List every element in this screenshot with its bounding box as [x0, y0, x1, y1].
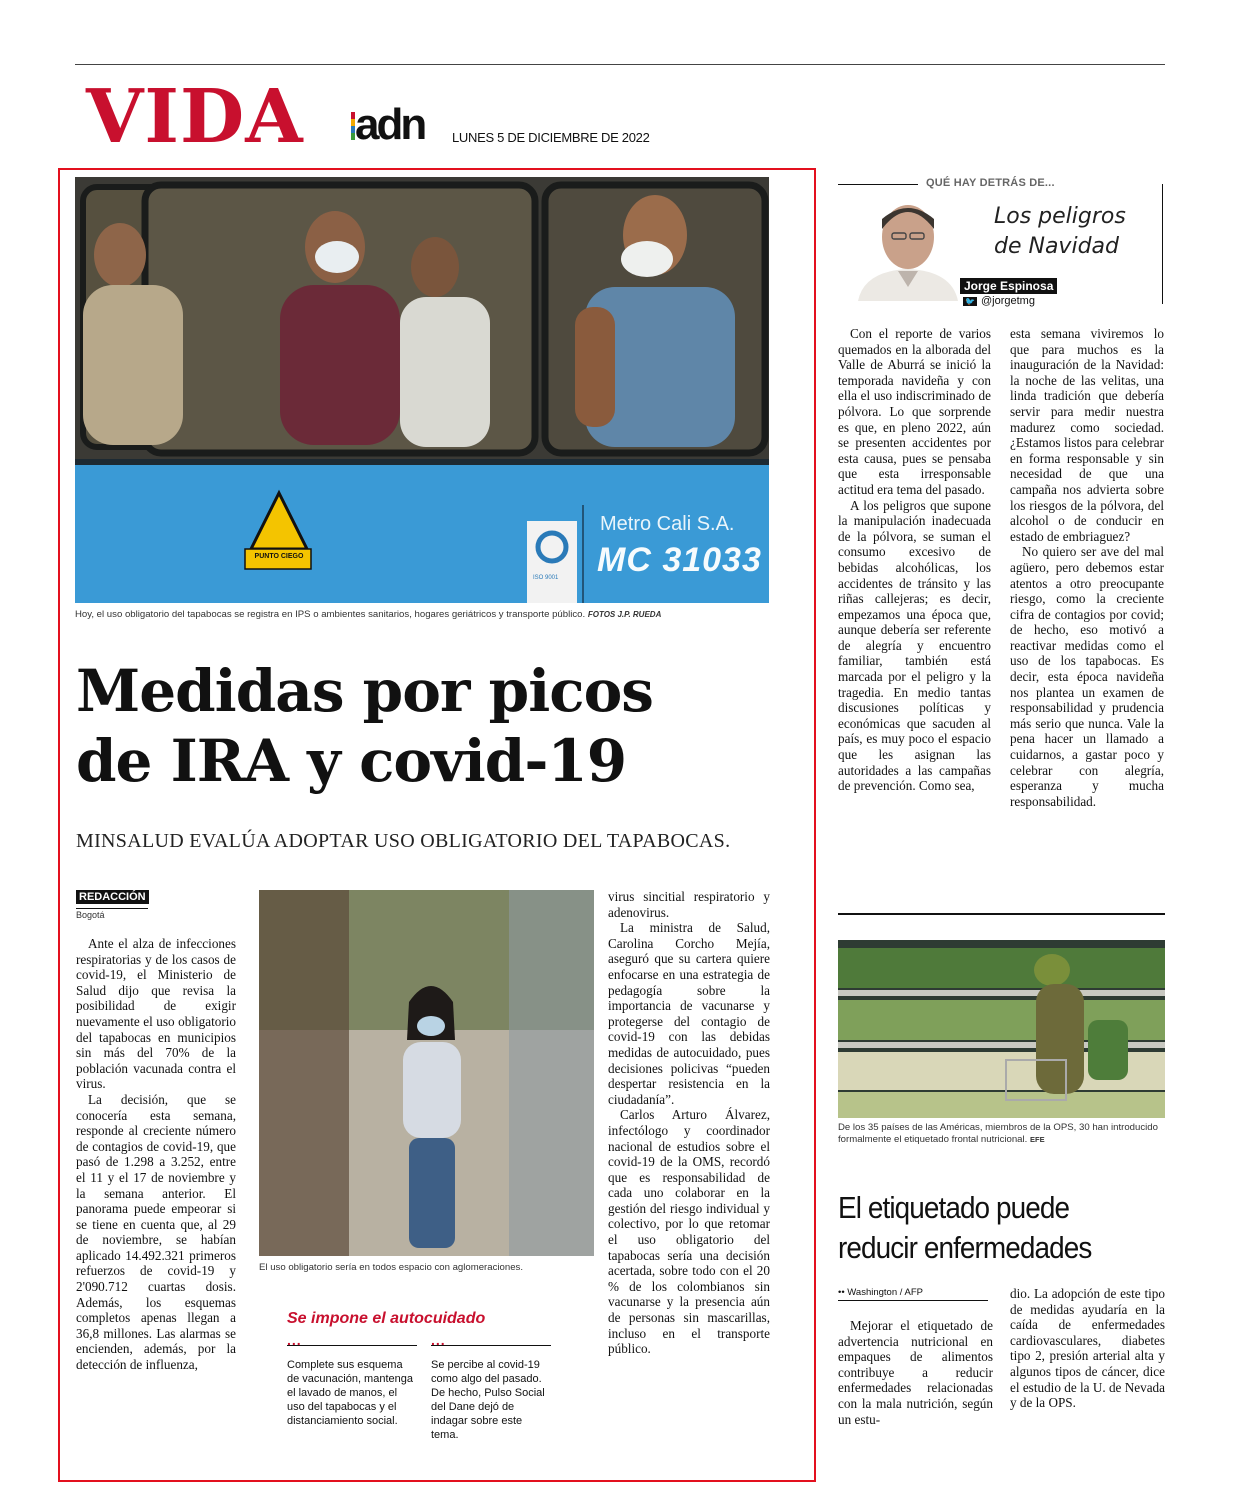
- headline-line-2: de IRA y covid-19: [76, 727, 627, 795]
- photo-credit: EFE: [1030, 1135, 1045, 1144]
- second-headline-line-2: reducir enfermedades: [838, 1230, 1092, 1265]
- opinion-title-line-1: Los peligros: [994, 204, 1126, 229]
- caption-text: Hoy, el uso obligatorio del tapabocas se registra en IPS o ambientes sanitarios, hogares geriátricos y transporte público.: [75, 609, 586, 620]
- bus-photo: [75, 177, 769, 603]
- second-headline-line-1: El etiquetado puede: [838, 1190, 1070, 1225]
- warning-sign-label: PUNTO CIEGO: [254, 553, 304, 560]
- paragraph: Mejorar el etiquetado de advertencia nutricional en empaques de alimentos contribuye a reducir enfermedades relacionadas con la mala nutrición, según un estu-: [838, 1318, 993, 1427]
- paragraph: esta semana viviremos lo que para muchos es la inauguración de la Navidad: la noche de las velitas, una linda tradición que debería servir para medir nuestra madurez como sociedad. ¿Estamos listos para celebrar en forma responsable y sin necesidad de que una campaña nos advierta sobre los riesgos de la pólvora, del alcohol o de conducir en estado de embriaguez?: [1010, 326, 1164, 544]
- brand-logo: adn: [355, 100, 425, 149]
- iso-label: ISO 9001: [533, 575, 559, 581]
- dateline: Bogotá: [76, 908, 148, 920]
- second-headline: [838, 1188, 1144, 1268]
- section-title: VIDA: [86, 74, 304, 160]
- bus-illustration: [75, 177, 769, 603]
- photo-credit: FOTOS J.P. RUEDA: [587, 610, 662, 619]
- paragraph: A los peligros que supone la manipulación inadecuada de la pólvora, se suman el consumo excesivo de bebidas alcohólicas, los accidentes de tránsito y las riñas callejeras; es decir, empezamos una época que, aunque debería ser referente de alegría y encuentro familiar, también está marcada por el peligro y la tragedia. En medio tantas discusiones políticas y económicas que sacuden al país, es muy poco el espacio que les asignan las autoridades a las campañas de prevención. Como sea,: [838, 497, 991, 794]
- author-name: Jorge Espinosa: [960, 278, 1057, 294]
- woman-illustration: [259, 890, 594, 1256]
- section-rule: [838, 913, 1165, 915]
- opinion-rule: [838, 184, 918, 185]
- issue-date: LUNES 5 DE DICIEMBRE DE 2022: [452, 130, 650, 145]
- caption-text: De los 35 países de las Américas, miembros de la OPS, 30 han introducido formalmente el etiquetado frontal nutricional.: [838, 1122, 1158, 1145]
- paragraph: Con el reporte de varios quemados en la alborada del Valle de Aburrá se inició la temporada navideña y con ella el uso indiscriminado de pólvora. Lo que sorprende es que, en pleno 2022, aún se presenten accidentes por esta causa, pues se pensaba que esta irresponsable actitud era tema del pasado.: [838, 326, 991, 497]
- headline-line-1: Medidas por picos: [76, 657, 653, 725]
- sidebar-dots-2: ...: [431, 1332, 446, 1348]
- opinion-kicker: QUÉ HAY DETRÁS DE...: [926, 177, 1055, 189]
- author-photo: [844, 191, 962, 301]
- paragraph: Carlos Arturo Álvarez, infectólogo y coordinador nacional de estudios sobre el covid-19 de la OMS, recordó que es responsabilidad de cada uno colaborar en la gestión del riesgo individual y colectivo, por lo que retomar el uso obligatorio del tapabocas sería una decisión acertada, sobre todo con el 20 % de los colombianos sin vacunarse y la presencia aún de personas sin mascarillas, incluso en el transporte público.: [608, 1107, 770, 1357]
- paragraph: La ministra de Salud, Carolina Corcho Mejía, aseguró que su cartera quiere enfocarse en una estrategia de pedagogía sobre la importancia de vacunarse y protegerse del contagio de covid-19 con las debidas medidas de autocuidado, pues decisiones policivas “pueden despertar resistencia en la ciudadanía”.: [608, 920, 770, 1107]
- bus-number: MC 31033: [597, 541, 762, 579]
- second-dateline: •• Washington / AFP: [838, 1287, 988, 1301]
- opinion-column-2: [1010, 326, 1164, 809]
- twitter-icon: 🐦: [965, 297, 975, 306]
- lead-deck: MINSALUD EVALÚA ADOPTAR USO OBLIGATORIO DEL TAPABOCAS.: [76, 830, 731, 852]
- opinion-title-line-2: de Navidad: [994, 234, 1119, 259]
- opinion-vertical-rule: [1162, 184, 1163, 304]
- opinion-title: [994, 202, 1126, 262]
- paragraph: Ante el alza de infecciones respiratorias y de los casos de covid-19, el Ministerio de Salud dijo que revisa la posibilidad de exigir nuevamente el uso obligatorio del tapabocas en municipios sin más del 70% de la población vacunada contra el virus.: [76, 936, 236, 1092]
- paragraph: dio. La adopción de este tipo de medidas ayudaría en la caída de enfermedades cardiovasculares, diabetes tipo 2, presión arterial alta y algunos tipos de cáncer, dice el estudio de la U. de Nevada y de la OPS.: [1010, 1286, 1165, 1411]
- author-handle: [963, 295, 1035, 307]
- lead-column-3: [608, 889, 770, 1357]
- sidebar-title: Se impone el autocuidado: [287, 1310, 486, 1327]
- second-column-2: [1010, 1286, 1165, 1411]
- lead-column-1: [76, 936, 236, 1373]
- bus-photo-caption: [75, 609, 661, 620]
- opinion-column-1: [838, 326, 991, 794]
- lead-headline: [76, 656, 796, 796]
- byline: REDACCIÓN: [76, 890, 149, 904]
- supermarket-illustration: [838, 940, 1165, 1118]
- paragraph: La decisión, que se conocería esta semana, responde al creciente número de contagios de covid-19, que pasó de 1.298 a 3.252, entre el 11 y el 17 de noviembre y la semana anterior. El panorama puede empeorar si se tiene en cuenta que, al 29 de noviembre, se habían aplicado 14.492.321 primeros refuerzos de covid-19 y 2'090.712 cuartas dosis. Además, los esquemas completos apenas llegan a 36,8 millones. Las alarmas se encienden, además, por la detección de influenza,: [76, 1091, 236, 1373]
- sidebar-dots-1: ...: [287, 1332, 302, 1348]
- handle-text: @jorgetmg: [980, 295, 1035, 307]
- supermarket-caption: [838, 1122, 1168, 1146]
- second-column-1: [838, 1318, 993, 1427]
- woman-photo-caption: El uso obligatorio sería en todos espacio con aglomeraciones.: [259, 1262, 523, 1273]
- operator-label: Metro Cali S.A.: [600, 513, 735, 535]
- paragraph: No quiero ser ave del mal agüero, pero debemos estar atentos a otro preocupante riesgo, como la creciente cifra de contagios por covid; de hecho, eso motivó a reactivar medidas como el uso de los tapabocas. Es decir, esta época navideña nos plantea un examen de responsabilidad y prudencia más serio que nunca. Vale la pena hacer un llamado a cuidarnos, a gastar poco y celebrar con alegría, esperanza y mucha responsabilidad.: [1010, 544, 1164, 809]
- author-portrait: [844, 191, 962, 301]
- woman-photo: [259, 890, 594, 1256]
- top-rule: [75, 64, 1165, 65]
- sidebar-item-2: Se percibe al covid-19 como algo del pasado. De hecho, Pulso Social del Dane dejó de indagar sobre este tema.: [431, 1345, 551, 1442]
- paragraph: virus sincitial respiratorio y adenovirus.: [608, 889, 770, 920]
- sidebar-item-1: Complete sus esquema de vacunación, mantenga el lavado de manos, el uso del tapabocas y el distanciamiento social.: [287, 1345, 417, 1428]
- supermarket-photo: [838, 940, 1165, 1118]
